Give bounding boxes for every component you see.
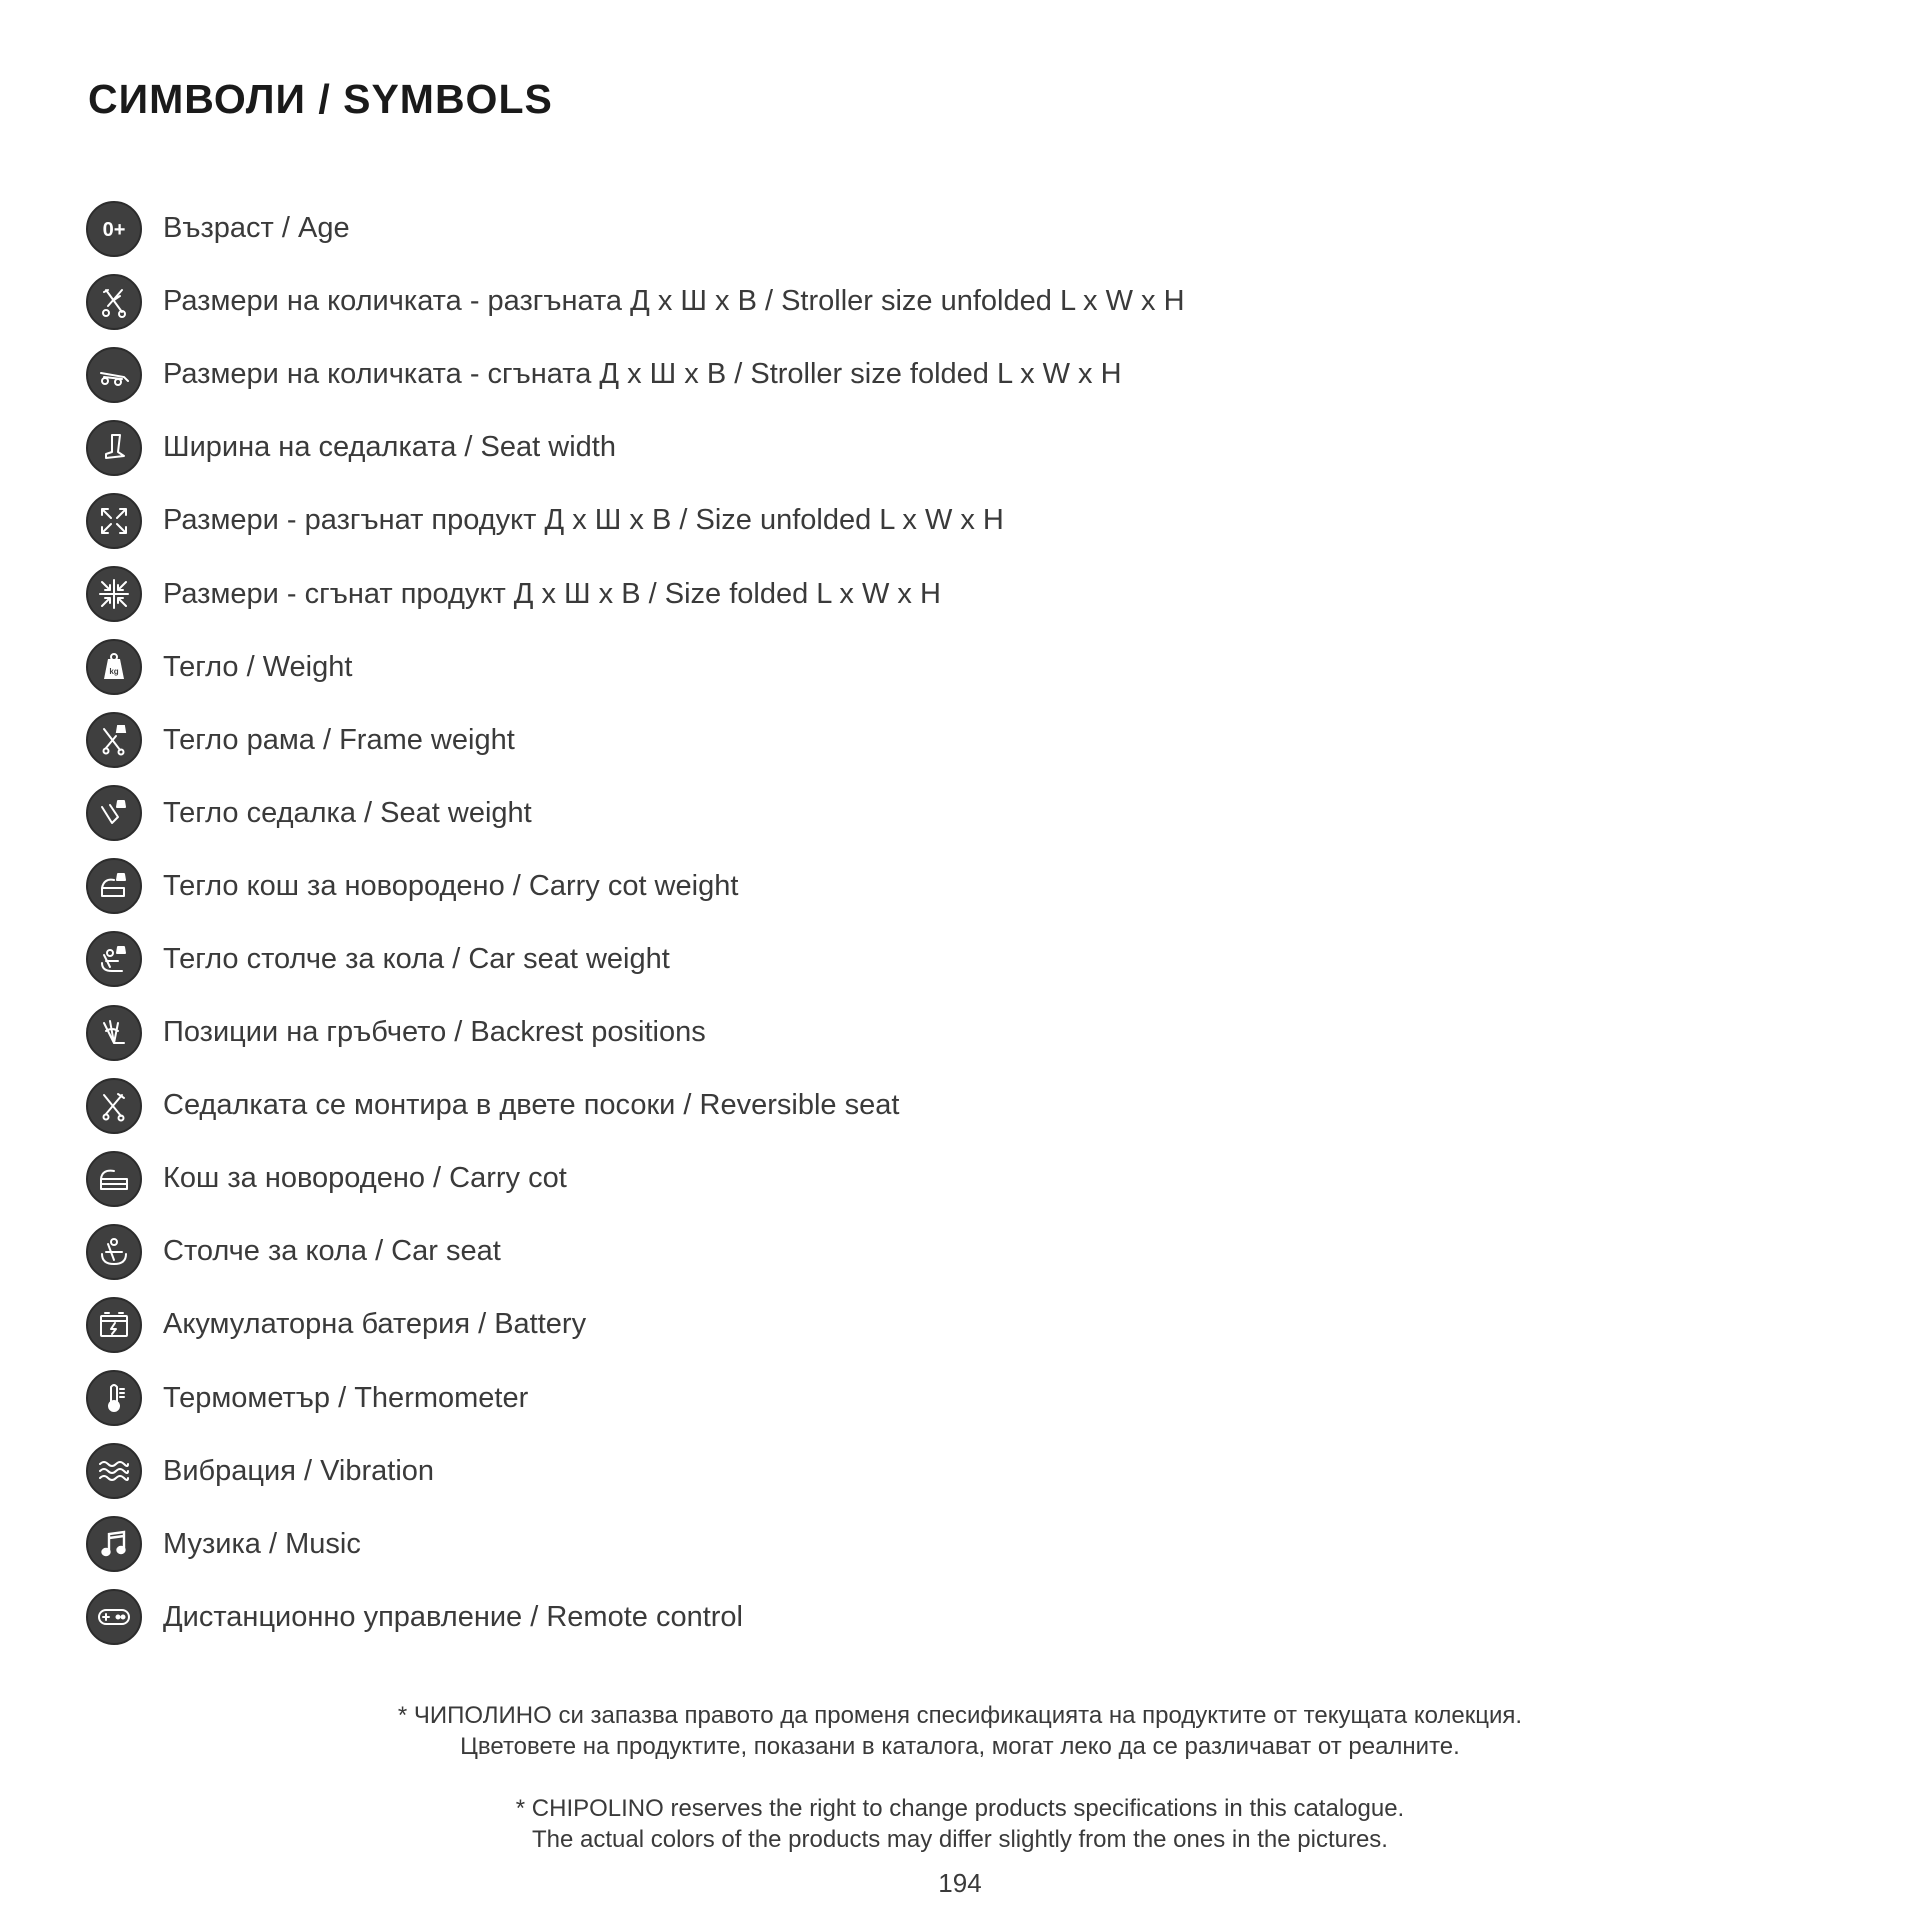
seat-weight-icon	[86, 785, 142, 841]
symbol-row-weight	[86, 631, 1185, 704]
symbol-label: Дистанционно управление / Remote control	[163, 1600, 743, 1633]
symbol-row-age	[86, 192, 1185, 265]
collapse-arrows-icon	[86, 566, 142, 622]
backrest-positions-icon	[86, 1005, 142, 1061]
symbol-row-stroller-folded	[86, 338, 1185, 411]
carry-cot-weight-icon	[86, 858, 142, 914]
symbol-label: Размери на количката - сгъната Д x Ш x В / Stroller size folded L x W x H	[163, 358, 1122, 391]
footnote-line: The actual colors of the products may differ slightly from the ones in the pictures.	[532, 1826, 1388, 1853]
symbol-row-stroller-unfolded	[86, 265, 1185, 338]
symbol-label: Размери на количката - разгъната Д x Ш x В / Stroller size unfolded L x W x H	[163, 285, 1185, 318]
symbol-row-car-seat-weight	[86, 923, 1185, 996]
symbol-row-remote-control	[86, 1581, 1185, 1654]
symbol-row-thermometer	[86, 1362, 1185, 1435]
weight-badge: kg	[109, 667, 119, 677]
music-icon	[86, 1516, 142, 1572]
symbol-row-backrest-positions	[86, 996, 1185, 1069]
symbol-row-carry-cot-weight	[86, 850, 1185, 923]
weight-icon	[86, 639, 142, 695]
symbol-label: Възраст / Age	[163, 212, 350, 245]
symbol-label: Кош за новородено / Carry cot	[163, 1162, 567, 1195]
seat-width-icon	[86, 420, 142, 476]
symbol-label: Позиции на гръбчето / Backrest positions	[163, 1016, 706, 1049]
frame-weight-icon	[86, 712, 142, 768]
symbol-row-carry-cot	[86, 1142, 1185, 1215]
symbol-row-music	[86, 1508, 1185, 1581]
symbol-row-size-folded	[86, 557, 1185, 630]
symbol-row-size-unfolded	[86, 484, 1185, 557]
footnote-line: Цветовете на продуктите, показани в каталога, могат леко да се различават от реалните.	[460, 1733, 1460, 1760]
symbol-row-battery	[86, 1288, 1185, 1361]
symbol-row-seat-width	[86, 411, 1185, 484]
symbol-label: Тегло рама / Frame weight	[163, 723, 515, 756]
expand-arrows-icon	[86, 493, 142, 549]
footnote-bulgarian	[0, 1700, 1920, 1762]
footnotes	[0, 1700, 1920, 1855]
footnote-line: * CHIPOLINO reserves the right to change products specifications in this catalogue.	[515, 1795, 1405, 1822]
symbol-label: Тегло столче за кола / Car seat weight	[163, 942, 670, 975]
symbol-label: Термометър / Thermometer	[163, 1381, 529, 1414]
thermometer-icon	[86, 1370, 142, 1426]
symbol-label: Тегло / Weight	[163, 650, 353, 683]
vibration-icon	[86, 1443, 142, 1499]
car-seat-weight-icon	[86, 931, 142, 987]
symbol-row-frame-weight	[86, 704, 1185, 777]
symbol-list	[86, 192, 1185, 1654]
stroller-unfolded-icon	[86, 274, 142, 330]
reversible-seat-icon	[86, 1078, 142, 1134]
age-badge: 0+	[102, 218, 126, 241]
stroller-folded-icon	[86, 347, 142, 403]
car-seat-icon	[86, 1224, 142, 1280]
footnote-english	[0, 1793, 1920, 1855]
symbol-label: Размери - сгънат продукт Д x Ш x В / Size folded L x W x H	[163, 577, 941, 610]
age-icon	[86, 201, 142, 257]
symbol-label: Столче за кола / Car seat	[163, 1235, 501, 1268]
symbol-label: Седалката се монтира в двете посоки / Reversible seat	[163, 1089, 900, 1122]
symbol-label: Ширина на седалката / Seat width	[163, 431, 616, 464]
symbol-row-vibration	[86, 1435, 1185, 1508]
symbol-label: Акумулаторна батерия / Battery	[163, 1308, 587, 1341]
symbol-label: Тегло седалка / Seat weight	[163, 796, 532, 829]
footnote-line: * ЧИПОЛИНО си запазва правото да променя спесификацията на продуктите от текущата колекция.	[397, 1702, 1523, 1729]
symbol-label: Размери - разгънат продукт Д x Ш x В / Size unfolded L x W x H	[163, 504, 1004, 537]
page-title: СИМВОЛИ / SYMBOLS	[88, 76, 553, 122]
symbol-row-reversible-seat	[86, 1069, 1185, 1142]
symbol-row-car-seat	[86, 1215, 1185, 1288]
symbol-label: Вибрация / Vibration	[163, 1454, 435, 1487]
symbol-label: Тегло кош за новородено / Carry cot weight	[163, 869, 739, 902]
page-number: 194	[938, 1868, 982, 1898]
battery-icon	[86, 1297, 142, 1353]
remote-control-icon	[86, 1589, 142, 1645]
symbol-row-seat-weight	[86, 777, 1185, 850]
carry-cot-icon	[86, 1151, 142, 1207]
symbol-label: Музика / Music	[163, 1527, 361, 1560]
